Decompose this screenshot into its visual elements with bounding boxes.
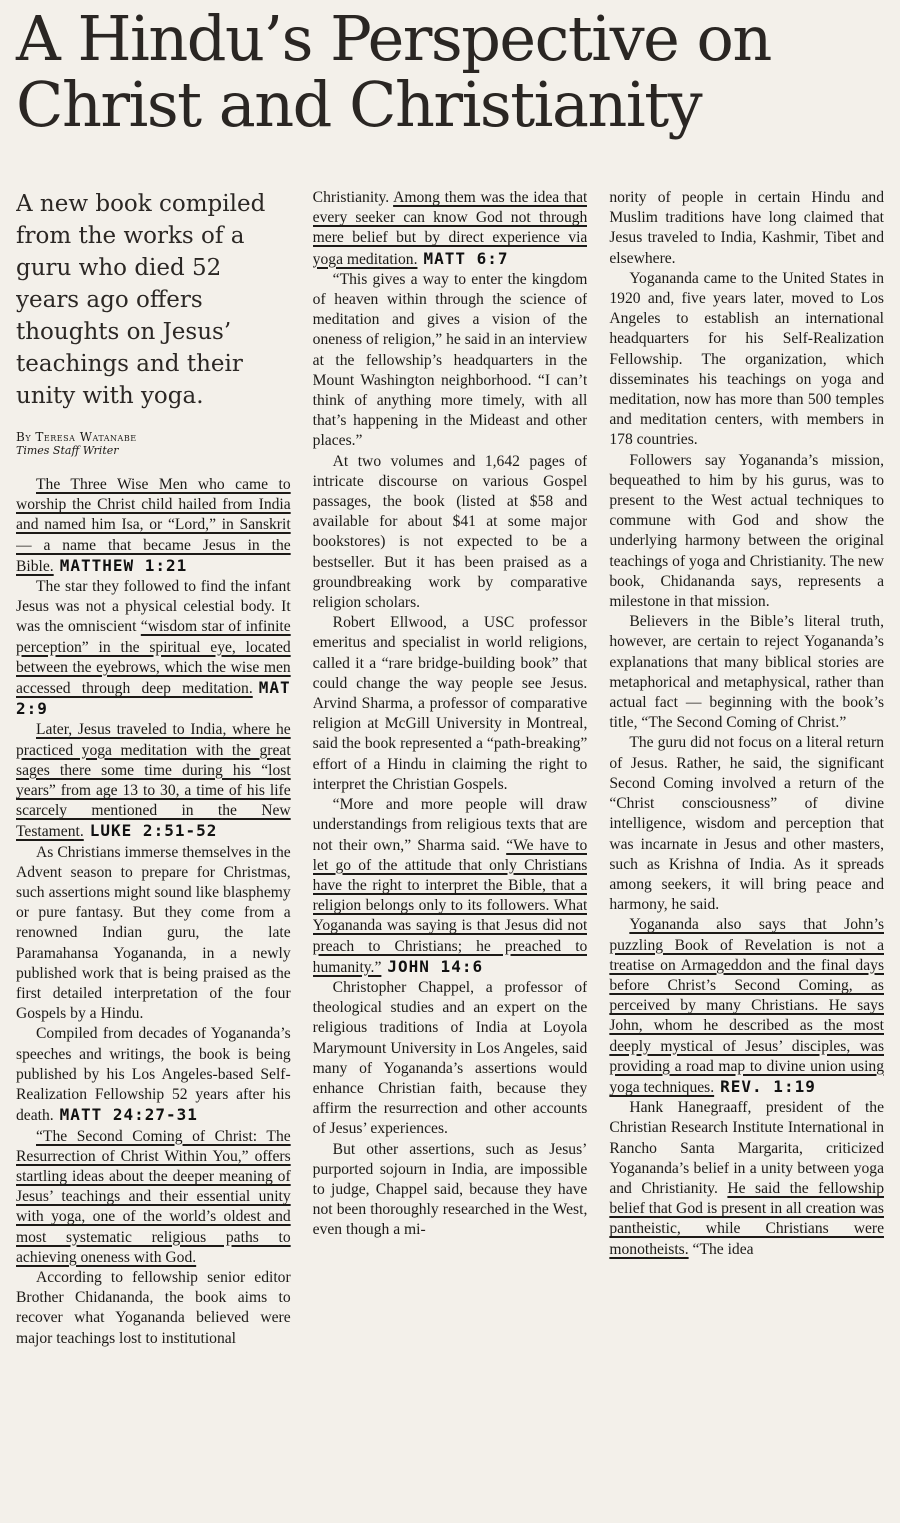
- paragraph: [313, 188, 588, 270]
- paragraph: Robert Ellwood, a USC professor emeritus and specialist in world religions, called it a “rare bridge-building book” that could change the way people see Jesus. Arvind Sharma, a professor of comparative religion at McGill University in Montreal, said the book represented a “path-breaking” effort of a Hindu in claiming the right to interpret the Christian Gospels.: [312, 614, 588, 793]
- paragraph: [609, 1098, 884, 1260]
- paragraph: Yogananda came to the United States in 1920 and, five years later, moved to Los Angeles to establish an international headquarters for his Self-Realization Fellowship. The organization, which disseminates his teachings on yoga and meditation, now has more than 500 temples and meditation centers, with members in 178 countries.: [609, 269, 885, 449]
- handwritten-annotation: MATT 24:27-31: [59, 1105, 198, 1125]
- handwritten-annotation: JOHN 14:6: [387, 956, 484, 976]
- handwritten-annotation: MAT 2:9: [16, 678, 291, 719]
- paragraph: Believers in the Bible’s literal truth, however, are certain to reject Yogananda’s explanations that many biblical stories are metaphorical and metaphysical, rather than actual fact — beginning with the book’s title, “The Second Coming of Christ.”: [609, 613, 885, 732]
- staff-writer: Times Staff Writer: [16, 444, 119, 457]
- paragraph: The guru did not focus on a literal return of Jesus. Rather, he said, the significant Second Coming involved a return of the “Christ consciousness” of divine intelligence, wisdom and perception that was incarnate in Jesus and other masters, such as Krishna of India. As it spreads among seekers, it will bring peace and harmony, he said.: [609, 734, 885, 914]
- column-3: [609, 188, 884, 1523]
- underlined-text: Yogananda also says that John’s puzzling Book of Revelation is not a treatise on Armageddon and the final days before Christ’s Second Coming, as perceived by many Christians. He says John, whom he described as the most deeply mystical of Jesus’ disciples, was providing a road map to divine union using yoga techniques.: [609, 916, 885, 1096]
- paragraph: Followers say Yogananda’s mission, bequeathed to him by his gurus, was to present to the West actual techniques to commune with God and show the underlying harmony between the original teachings of yoga and Christianity. The new book, Chidananda says, represents a milestone in that mission.: [609, 451, 885, 611]
- paragraph: [16, 577, 291, 720]
- paragraph-text: The star they followed to find the infant Jesus was not a physical celestial body. It was the omniscient: [16, 578, 291, 636]
- deck: A new book compiled from the works of a guru who died 52 years ago offers thoughts on Jesus’ teachings and their unity with yoga.: [16, 191, 266, 409]
- paragraph: But other assertions, such as Jesus’ purported sojourn in India, are impossible to judge, Chappel said, because they have not been thoroughly researched in the West, even though a mi-: [312, 1140, 588, 1239]
- underlined-text: Later, Jesus traveled to India, where he practiced yoga meditation with the great sages there some time during his “lost years” from age 13 to 30, a time of his life scarcely mentioned in the New Testament.: [16, 721, 291, 841]
- paragraph: nority of people in certain Hindu and Muslim traditions have long claimed that Jesus traveled to India, Kashmir, Tibet and elsewhere.: [609, 189, 885, 267]
- handwritten-annotation: MATT 6:7: [423, 248, 509, 268]
- underlined-text: The Three Wise Men who came to worship the Christ child hailed from India and named him Isa, or “Lord,” in Sanskrit — a name that became Jesus in the Bible.: [16, 476, 291, 575]
- underlined-text: “wisdom star of infinite perception” in the spiritual eye, located between the eyebrows, which the wise men accessed through deep meditation.: [16, 618, 291, 698]
- underlined-text: Among them was the idea that every seeker can know God not through mere belief but by direct experience via yoga meditation.: [312, 189, 588, 268]
- paragraph-text: Compiled from decades of Yogananda’s speeches and writings, the book is being published by his Los Angeles-based Self-Realization Fellowship 52 years after his death.: [16, 1025, 291, 1125]
- paragraph: [16, 475, 291, 577]
- paragraph: “This gives a way to enter the kingdom of heaven within through the science of meditation and gives a vision of the oneness of religion,” he said in an interview at the fellowship’s headquarters in the Mount Washington neighborhood. “I can’t think of anything more timely, with all that’s happening in the Mideast and other places.”: [312, 270, 588, 450]
- paragraph: As Christians immerse themselves in the Advent season to prepare for Christmas, such assertions might sound like blasphemy or pure fantasy. But they come from a renowned Indian guru, the late Paramahansa Yogananda, in a newly published work that is being praised as the first detailed interpretation of the four Gospels by a Hindu.: [16, 843, 291, 1023]
- underlined-text: “We have to let go of the attitude that only Christians have the right to interpret the Bible, that a religion belongs only to its followers. What Yogananda was saying is that Jesus did not preach to Christians; he preached to humanity.”: [312, 836, 588, 976]
- underlined-text: “The Second Coming of Christ: The Resurrection of Christ Within You,” offers startling ideas about the deeper meaning of Jesus’ teachings and their essential unity with yoga, one of the world’s oldest and most systematic religious paths to achieving oneness with God.: [16, 1127, 291, 1266]
- byline: By Teresa Watanabe: [16, 430, 137, 444]
- column-2: [313, 188, 588, 1523]
- paragraph: [609, 915, 884, 1098]
- paragraph: [16, 1127, 291, 1268]
- paragraph: Christopher Chappel, a professor of theological studies and an expert on the religious traditions of India at Loyola Marymount University in Los Angeles, said many of Yogananda’s assertions would enhance Christian faith, because they affirm the resurrection and other accounts of Jesus’ experiences.: [312, 978, 588, 1138]
- paragraph: At two volumes and 1,642 pages of intricate discourse on various Gospel passages, the book (listed at $58 and available for about $41 at some major bookstores) is not expected to be a bestseller. But it has been praised as a groundbreaking work by comparative religion scholars.: [312, 452, 588, 612]
- paragraph: [16, 1024, 291, 1126]
- handwritten-annotation: MATTHEW 1:21: [59, 555, 188, 575]
- headline: A Hindu’s Perspective on Christ and Christianity: [16, 2, 771, 141]
- paragraph: According to fellowship senior editor Brother Chidananda, the book aims to recover what Yogananda believed were major teachings lost to institutional: [16, 1268, 291, 1347]
- paragraph: [16, 720, 291, 842]
- article-columns: [16, 188, 884, 1523]
- handwritten-annotation: REV. 1:19: [720, 1076, 816, 1096]
- underlined-text: He said the fellowship belief that God is present in all creation was pantheistic, while Christians were monotheists.: [609, 1179, 885, 1258]
- paragraph-text: Christianity.: [312, 189, 390, 206]
- column-1: [16, 188, 291, 1523]
- paragraph-text: Hank Hanegraaff, president of the Christian Research Institute International in Rancho Santa Margarita, criticized Yogananda’s belief in a unity between yoga and Christianity.: [609, 1099, 885, 1197]
- paragraph: [313, 795, 588, 978]
- paragraph-text: “The idea: [692, 1240, 754, 1258]
- paragraph-text: “More and more people will draw understandings from religious texts that are not their own,” Sharma said.: [312, 796, 588, 854]
- handwritten-annotation: LUKE 2:51-52: [89, 821, 218, 841]
